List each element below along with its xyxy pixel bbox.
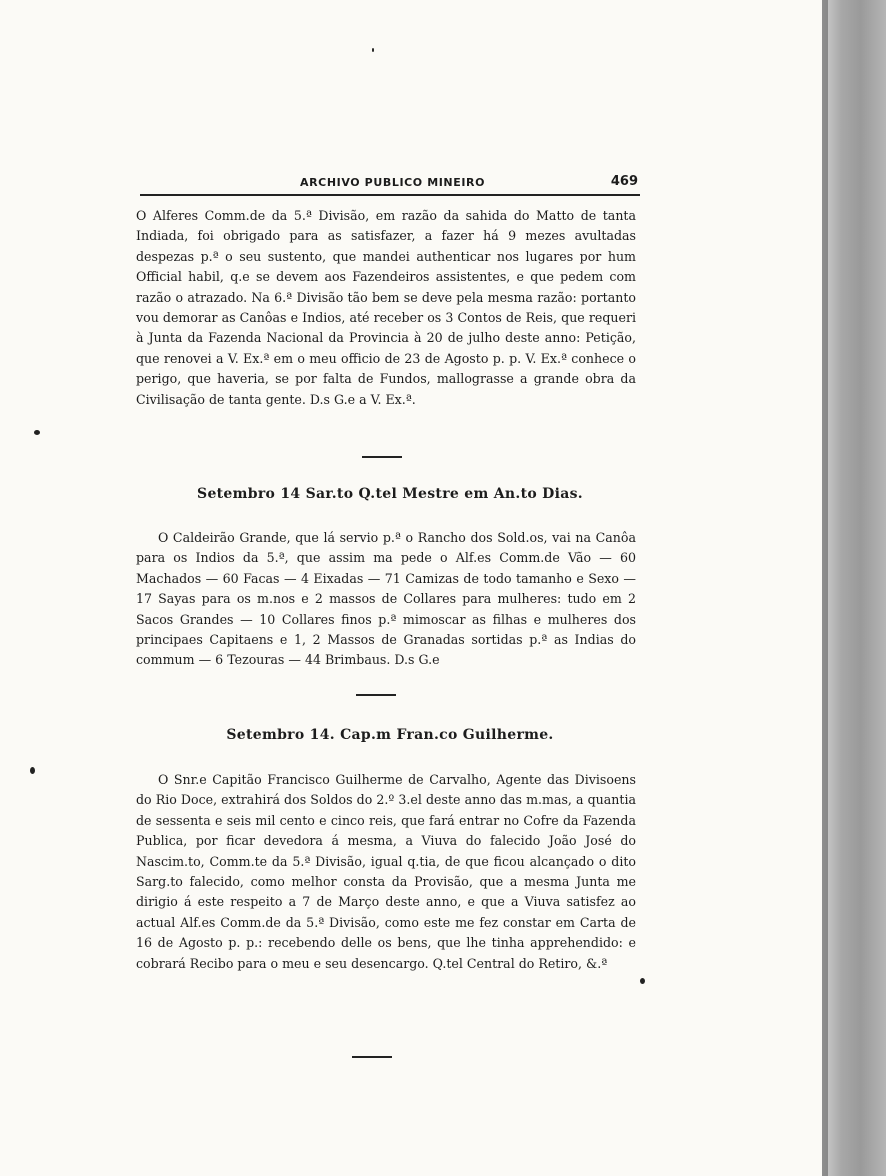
page-edge-shadow (822, 0, 886, 1176)
margin-speck (30, 767, 35, 774)
margin-speck (372, 48, 374, 52)
running-header-title: ARCHIVO PUBLICO MINEIRO (300, 176, 486, 189)
section-heading-2: Setembro 14. Cap.m Fran.co Guilherme. (226, 727, 554, 743)
paragraph-3: O Snr.e Capitão Francisco Guilherme de Carvalho, Agente das Divisoens do Rio Doce, extrahirá dos Soldos do 2.º 3.el deste anno das m.mas, a quantia de sessenta e seis mil cento e cinco reis, que fará entrar no Cofre da Fazenda Publica, por ficar devedora á mesma, a Viuva do falecido João José do Nascim.to, Comm.te da 5.ª Divisão, igual q.tia, de que ficou alcançado o dito Sarg.to falecido, como melhor consta da Provisão, que a mesma Junta me dirigio á este respeito a 7 de Março deste anno, e que a Viuva satisfez ao actual Alf.es Comm.de da 5.ª Divisão, como este me fez constar em Carta de 16 de Agosto p. p.: recebendo delle os bens, que lhe tinha apprehendido: e cobrará Recibo para o meu e seu desencargo. Q.tel Central do Retiro, &.ª (136, 772, 636, 971)
page-number: 469 (610, 174, 638, 189)
header-rule (140, 194, 640, 196)
section-separator (352, 1056, 392, 1058)
paragraph-2: O Caldeirão Grande, que lá servio p.ª o Rancho dos Sold.os, vai na Canôa para os Indios da 5.ª, que assim ma pede o Alf.es Comm.de Vão — 60 Machados — 60 Facas — 4 Eixadas — 71 Camizas de todo tamanho e Sexo — 17 Sayas para os m.nos e 2 massos de Collares para mulheres: tudo em 2 Sacos Grandes — 10 Collares finos p.ª mimoscar as filhas e mulheres dos principaes Capitaens e 1, 2 Massos de Granadas sortidas p.ª as Indias do commum — 6 Tezouras — 44 Brimbaus. D.s G.e (136, 530, 636, 668)
section-separator (356, 694, 396, 696)
section-heading-1: Setembro 14 Sar.to Q.tel Mestre em An.to Dias. (197, 486, 583, 502)
margin-speck (640, 978, 645, 984)
paragraph-1: O Alferes Comm.de da 5.ª Divisão, em razão da sahida do Matto de tanta Indiada, foi obrigado para as satisfazer, a fazer há 9 mezes avultadas despezas p.ª o seu sustento, que mandei authenticar nos lugares por hum Official habil, q.e se devem aos Fazendeiros assistentes, e que pedem com razão o atrazado. Na 6.ª Divisão tão bem se deve pela mesma razão: portanto vou demorar as Canôas e Indios, até receber os 3 Contos de Reis, que requeri à Junta da Fazenda Nacional da Provincia à 20 de julho deste anno: Petição, que renovei a V. Ex.ª em o meu officio de 23 de Agosto p. p. V. Ex.ª conhece o perigo, que haveria, se por falta de Fundos, mallograsse a grande obra da Civilisação de tanta gente. D.s G.e a V. Ex.ª. (136, 208, 636, 407)
section-separator (362, 456, 402, 458)
running-header (140, 172, 640, 194)
margin-speck (34, 430, 40, 435)
